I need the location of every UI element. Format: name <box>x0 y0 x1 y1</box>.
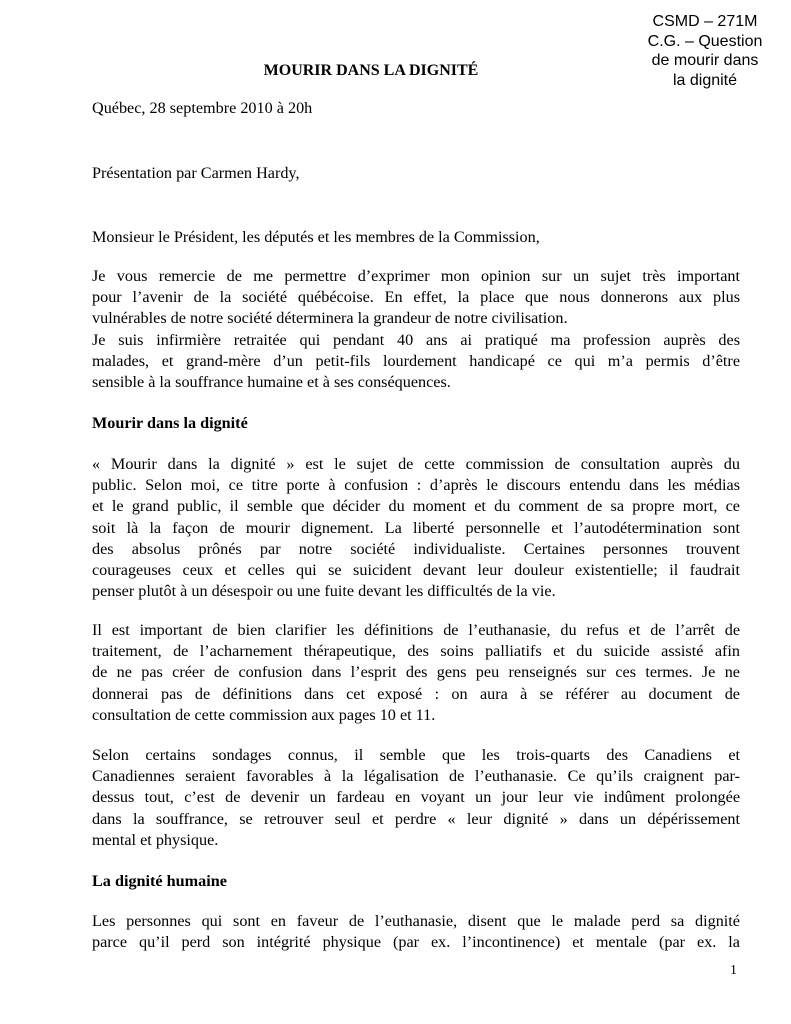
text-line: des absolus prônés par notre société individualiste. Certaines personnes trouvent <box>92 539 740 558</box>
text-line: Je suis infirmière retraitée qui pendant 40 ans ai pratiqué ma profession auprès des <box>92 331 740 349</box>
page-number: 1 <box>730 963 737 978</box>
text-line: « Mourir dans la dignité » est le sujet de cette commission de consultation auprès du <box>92 455 740 473</box>
text-line: soit là la façon de mourir dignement. La liberté personnelle et l’autodétermination sont <box>92 518 740 537</box>
stamp-line: CSMD – 271M <box>652 13 758 30</box>
text-line: malades, et grand-mère d’un petit-fils lourdement handicapé ce qui m’a permis d’être <box>92 352 740 371</box>
intro-paragraph-2 <box>92 330 740 394</box>
text-line: donnerai pas de définitions dans cet exposé : on aura à se référer au document de <box>92 684 740 703</box>
section-heading: Mourir dans la dignité <box>92 414 248 432</box>
text-line: Selon certains sondages connus, il semble que les trois-quarts des Canadiens et <box>92 746 740 764</box>
text-line: mental et physique. <box>92 830 219 849</box>
text-line: et le grand public, il semble que décider du moment et du comment de sa propre mort, ce <box>92 497 740 516</box>
text-line: de ne pas créer de confusion dans l’esprit des gens peu renseignés sur ces termes. Je ne <box>92 663 740 682</box>
text-line: parce qu’il perd son intégrité physique (par ex. l’incontinence) et mentale (par ex. la <box>92 933 740 952</box>
stamp-line: la dignité <box>672 71 738 89</box>
section1-paragraph-1 <box>92 454 740 602</box>
text-line: courageuses ceux et celles qui se suicident devant leur douleur existentielle; il faudrait <box>92 561 740 580</box>
section2-paragraph-1 <box>92 911 740 953</box>
intro-paragraph-1 <box>92 266 740 330</box>
text-line: Les personnes qui sont en faveur de l’euthanasie, disent que le malade perd sa dignité <box>92 912 740 930</box>
document-reference-stamp <box>632 12 778 90</box>
section-heading: La dignité humaine <box>92 872 227 890</box>
section1-paragraph-2 <box>92 620 740 726</box>
text-line: Il est important de bien clarifier les définitions de l’euthanasie, du refus et de l’arrêt de <box>92 621 740 639</box>
text-line: consultation de cette commission aux pages 10 et 11. <box>92 705 436 724</box>
text-line: penser plutôt à un désespoir ou une fuite devant les difficultés de la vie. <box>92 582 556 601</box>
salutation: Monsieur le Président, les députés et les membres de la Commission, <box>92 228 540 246</box>
stamp-line: C.G. – Question <box>647 32 763 50</box>
place-date: Québec, 28 septembre 2010 à 20h <box>92 99 313 117</box>
section1-paragraph-3 <box>92 745 740 851</box>
document-title: MOURIR DANS LA DIGNITÉ <box>263 62 479 79</box>
text-line: Canadiennes seraient favorables à la légalisation de l’euthanasie. Ce qu’ils craignent par- <box>92 767 740 786</box>
text-line: traitement, de l’acharnement thérapeutique, des soins palliatifs et du suicide assisté afin <box>92 642 740 661</box>
text-line: dans la souffrance, se retrouver seul et perdre « leur dignité » dans un dépérissement <box>92 809 740 828</box>
presenter-line: Présentation par Carmen Hardy, <box>92 164 300 182</box>
text-line: dessus tout, c’est de devenir un fardeau en voyant un jour leur vie indûment prolongée <box>92 788 740 807</box>
text-line: sensible à la souffrance humaine et à ses conséquences. <box>92 373 451 392</box>
text-line: Je vous remercie de me permettre d’exprimer mon opinion sur un sujet très important <box>92 267 740 285</box>
text-line: vulnérables de notre société déterminera la grandeur de notre civilisation. <box>92 309 568 328</box>
stamp-line: de mourir dans <box>651 52 759 69</box>
text-line: public. Selon moi, ce titre porte à confusion : d’après le discours entendu dans les médias <box>92 476 740 495</box>
text-line: pour l’avenir de la société québécoise. En effet, la place que nous donnerons aux plus <box>92 288 740 307</box>
